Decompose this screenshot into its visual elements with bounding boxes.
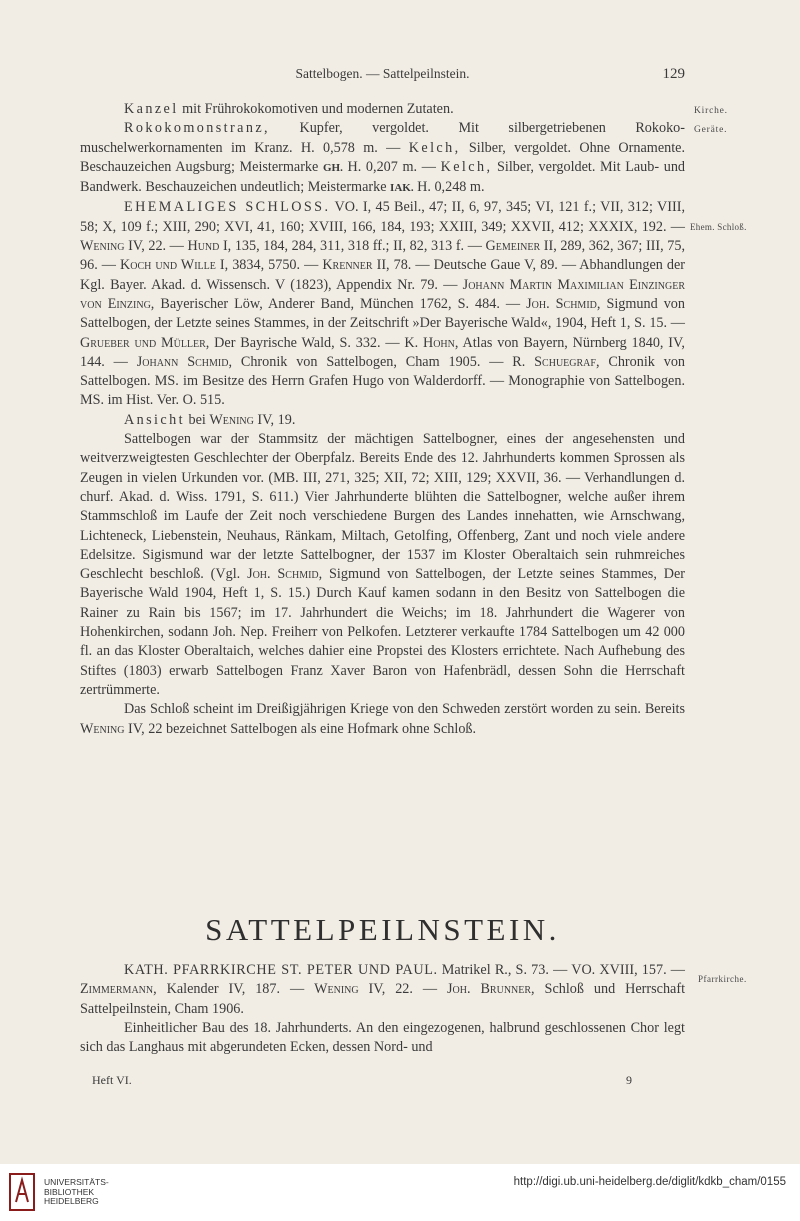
term-kanzel: Kanzel bbox=[124, 101, 179, 117]
term-kelch: Kelch, bbox=[408, 139, 461, 156]
margin-note-pfarrkirche: Pfarrkirche. bbox=[698, 974, 747, 984]
master-mark: GH. bbox=[322, 161, 343, 174]
running-title: Sattelbogen. — Sattelpeilnstein. bbox=[295, 66, 470, 81]
sheet-number: 9 bbox=[626, 1073, 632, 1087]
section-sattelbogen bbox=[80, 100, 685, 739]
paragraph-destroyed: Das Schloß scheint im Dreißigjährigen Kriege von den Schweden zerstört worden zu sein. Bereits Wening IV, 22 bezeichnet Sattelbogen als eine Hofmark ohne Schloß. bbox=[80, 701, 685, 737]
permalink-url[interactable]: http://digi.ub.uni-heidelberg.de/diglit/kdkb_cham/0155 bbox=[513, 1176, 786, 1188]
paragraph-history: Sattelbogen war der Stammsitz der mächtigen Sattelbogner, eines der angesehensten und weitverzweigtesten Geschlechter der Oberpfalz. Bereits Ende des 12. Jahrhunderts kommen Sprossen als Zeugen in vielen Urkunden vor. (MB. III, 271, 325; XII, 72; XIII, 129; XXVII, 36. — Verhandlungen d. churf. Akad. d. Wiss. 1791, S. 611.) Vier Jahrhunderte blühten die Sattelbogner, welche außer ihrem Stammschloß im Laufe der Zeit noch verschiedene Burgen des Landes innehatten, wie Arnschwang, Lichteneck, Liebenstein, Neuhaus, Ränkam, Miltach, Getolfing, Offenberg, Zant und noch viele andere Edelsitze. Sigismund war der letzte Sattelbogner, der 1537 im Kloster Oberaltaich sein ruhmreiches Geschlecht beschloß. (Vgl. Joh. Schmid, Sigmund von Sattelbogen, der Letzte seines Stammes, Der Bayerische Wald 1904, Heft 1, S. 15.) Durch Kauf kamen sodann in den Besitz von Sattelbogen die Rainer zu Rain bis 1567; im 17. Jahrhundert die Weichs; im 18. Jahrhundert die Wagerer von Hohenkirchen, sodann Joh. Nep. Freiherr von Pelkofen. Letzterer verkaufte 1784 Sattelbogen um 42 000 fl. an das Kloster Oberaltaich, welches dahier eine Propstei des Klosters errichtete. Nach Aufhebung des Stiftes (1803) erwarb Sattelbogen Franz Xaver Baron von Hafenbrädl, dessen Sohn die Herrschaft zertrümmerte. bbox=[80, 431, 685, 698]
heading-ehemaliges-schloss: EHEMALIGES SCHLOSS. bbox=[124, 199, 331, 216]
margin-note-schloss: Ehem. Schloß. bbox=[690, 222, 747, 232]
section-title: SATTELPEILNSTEIN. bbox=[205, 912, 560, 947]
viewer-footer-bar bbox=[0, 1164, 800, 1221]
paragraph-bau: Einheitlicher Bau des 18. Jahrhunderts. An den eingezogenen, halbrund geschlossenen Chor legt sich das Langhaus mit abgerundeten Ecken, dessen Nord- und bbox=[80, 1019, 685, 1056]
paragraph-kanzel: Kanzel mit Frührokokomotiven und modernen Zutaten. bbox=[124, 101, 454, 117]
signature-mark: Heft VI. bbox=[92, 1073, 132, 1087]
library-name: UNIVERSITÄTS- BIBLIOTHEK HEIDELBERG bbox=[44, 1177, 109, 1206]
paragraph-pfarrkirche: KATH. PFARRKIRCHE ST. PETER UND PAUL. Matrikel R., S. 73. — VO. XVIII, 157. — Zimmermann, Kalender IV, 187. — Wening IV, 22. — Joh. Brunner, Schloß und Herrschaft Sattelpeilnstein, Cham 1906. bbox=[80, 962, 686, 1017]
paragraph-ehemaliges-schloss: EHEMALIGES SCHLOSS. VO. I, 45 Beil., 47; II, 6, 97, 345; VI, 121 f.; VII, 312; VIII, 58; X, 109 f.; XIII, 290; XVI, 41, 160; XVIII, 166, 184, 193; XXIII, 349; XXVII, 412; XXXIX, 192. — Wening IV, 22. — Hund I, 135, 184, 284, 311, 318 ff.; II, 82, 313 f. — Gemeiner II, 289, 362, 367; III, 75, 96. — Koch und Wille I, 3834, 5750. — Krenner II, 78. — Deutsche Gaue V, 89. — Abhandlungen der Kgl. Bayer. Akad. d. Wissensch. V (1823), Appendix Nr. 79. — Johann Martin Maximilian Einzinger von Einzing, Bayerischer Löw, Anderer Band, München 1762, S. 484. — Joh. Schmid, Sigmund von Sattelbogen, der Letzte seines Stammes, in der Zeitschrift »Der Bayerische Wald«, 1904, Heft 1, S. 15. — Grueber und Müller, Der Bayrische Wald, S. 332. — K. Hohn, Atlas von Bayern, Nürnberg 1840, IV, 144. — Johann Schmid, Chronik von Sattelbogen, Cham 1905. — R. Schuegraf, Chronik von Sattelbogen. MS. im Besitze des Herrn Grafen Hugo von Walderdorff. — Monographie von Sattelbogen. MS. im Hist. Ver. O. 515. bbox=[80, 199, 686, 409]
paragraph-ansicht: Ansicht bei Wening IV, 19. bbox=[124, 411, 296, 428]
section-sattelpeilnstein bbox=[80, 961, 685, 1057]
page-header bbox=[80, 66, 685, 86]
term-rokokomonstranz: Rokokomonstranz, bbox=[124, 120, 270, 137]
page-number: 129 bbox=[662, 66, 685, 82]
master-mark: IAK. bbox=[390, 182, 414, 195]
heading-pfarrkirche: KATH. PFARRKIRCHE ST. PETER UND PAUL. bbox=[124, 962, 438, 978]
term-kelch: Kelch, bbox=[440, 158, 493, 175]
paragraph-monstranz: Rokokomonstranz, Kupfer, vergoldet. Mit silbergetriebenen Rokoko-muschelwerkornamenten im Kranz. H. 0,578 m. — Kelch, Silber, vergoldet. Ohne Ornamente. Beschauzeichen Augsburg; Meistermarke GH. H. 0,207 m. — Kelch, Silber, vergoldet. Mit Laub- und Bandwerk. Beschauzeichen undeutlich; Meistermarke IAK. H. 0,248 m. bbox=[80, 120, 686, 196]
term-ansicht: Ansicht bbox=[124, 411, 185, 428]
margin-note-kirche: Kirche. bbox=[694, 106, 728, 116]
margin-note-geraete: Geräte. bbox=[694, 125, 728, 135]
university-seal-icon bbox=[8, 1172, 36, 1212]
